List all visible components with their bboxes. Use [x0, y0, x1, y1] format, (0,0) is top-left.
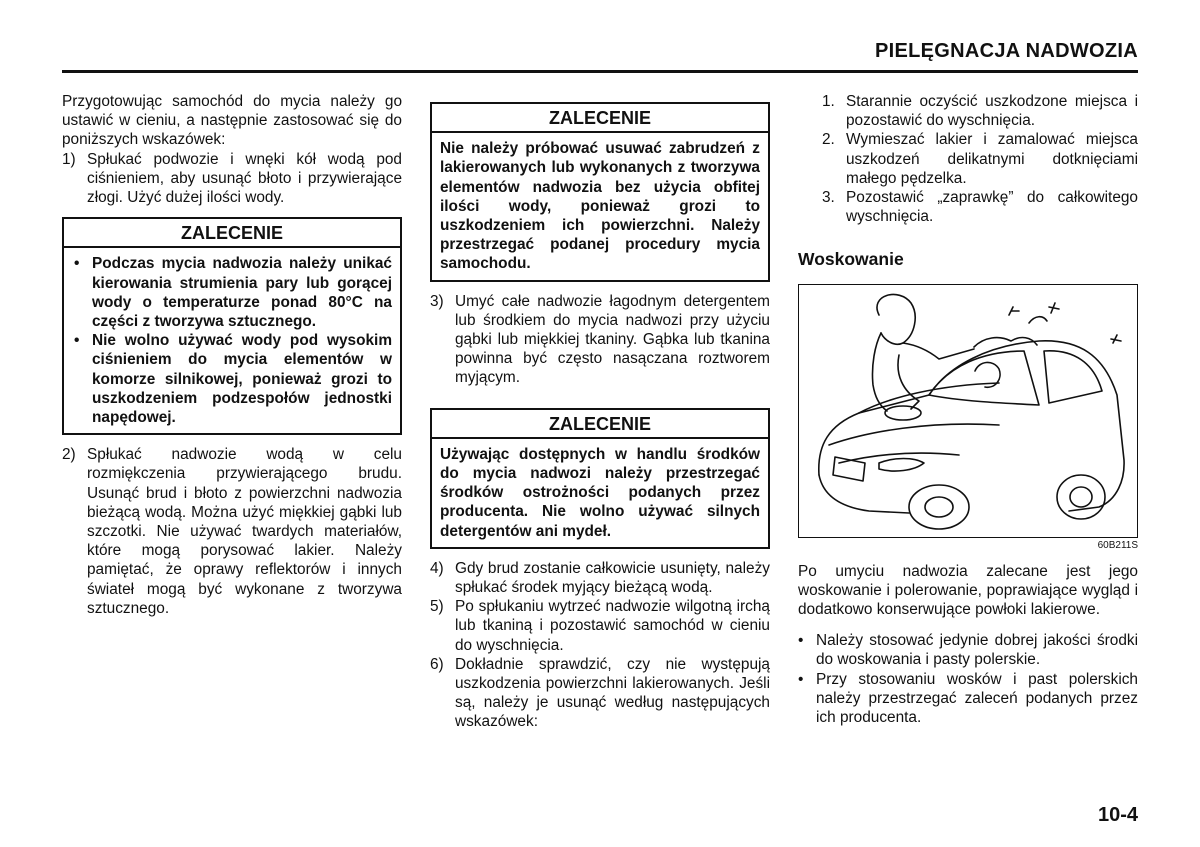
- list-item: [798, 670, 1138, 728]
- step-number: 6): [430, 655, 444, 673]
- caution-item: [72, 331, 392, 427]
- step-5: [430, 597, 770, 655]
- caution-box: [62, 217, 402, 435]
- substep-text: Pozostawić „zaprawkę” do całkowitego wyschnięcia.: [846, 189, 1138, 226]
- caution-item-text: Podczas mycia nadwozia należy unikać kierowania strumienia pary lub gorącej wody o temperaturze ponad 80°C na części z tworzywa sztucznego.: [92, 255, 392, 331]
- repair-substeps: [798, 92, 1138, 226]
- header-divider: [62, 70, 1138, 73]
- substep-text: Starannie oczyścić uszkodzone miejsca i pozostawić do wyschnięcia.: [846, 93, 1138, 130]
- step-text: Spłukać nadwozie wodą w celu rozmiękczenia przywierającego brudu. Usunąć brud i błoto z powierzchni nadwozia bieżącą wodą. Można użyć miękkiej gąbki lub szczotki. Nie używać twardych materiałów, które mogą porysować lakier. Należy pamiętać, że oprawy reflektorów i innych świateł mogą być wykonane z tworzywa sztucznego.: [87, 446, 402, 617]
- section-heading: Woskowanie: [798, 249, 904, 270]
- substep-text: Wymieszać lakier i zamalować miejsca uszkodzeń delikatnymi dotknięciami małego pędzelka.: [846, 131, 1138, 187]
- bullet-icon: •: [74, 332, 80, 350]
- step-1: [62, 150, 402, 208]
- step-number: 3): [430, 292, 444, 310]
- list-item: [798, 631, 1138, 669]
- caution-box-title: ZALECENIE: [432, 410, 768, 439]
- figure-code: 60B211S: [1097, 539, 1138, 551]
- substep-number: 1.: [822, 93, 835, 110]
- step-4: [430, 559, 770, 597]
- caution-box-text: Używając dostępnych w handlu środków do mycia nadwozi należy przestrzegać środków ostrożności podanych przez producenta. Nie wolno używać silnych detergentów ani mydeł.: [440, 445, 760, 540]
- column-left: [62, 92, 402, 618]
- waxing-paragraph: Po umyciu nadwozia zalecane jest jego woskowanie i polerowanie, poprawiające wygląd i dodatkowo konserwujące powłoki lakierowe.: [798, 562, 1138, 619]
- caution-item: [72, 254, 392, 331]
- intro-paragraph: Przygotowując samochód do mycia należy go ustawić w cieniu, a następnie zastosować się do poniższych wskazówek:: [62, 93, 402, 149]
- caution-box: [430, 102, 770, 282]
- step-3: [430, 292, 770, 388]
- bullet-icon: •: [798, 632, 804, 650]
- substep-number: 2.: [822, 131, 835, 149]
- step-text: Po spłukaniu wytrzeć nadwozie wilgotną irchą lub tkaniną i pozostawić samochód w cieniu do wyschnięcia.: [455, 598, 770, 654]
- caution-box: [430, 408, 770, 549]
- substep-3: [798, 188, 1138, 226]
- step-text: Spłukać podwozie i wnęki kół wodą pod ciśnieniem, aby usunąć błoto i przywierające złogi. Użyć dużej ilości wody.: [87, 150, 402, 207]
- caution-list: [72, 254, 392, 427]
- column-right: [798, 92, 1138, 727]
- substep-number: 3.: [822, 189, 835, 207]
- caution-box-title: ZALECENIE: [64, 219, 400, 248]
- car-waxing-drawing: [799, 285, 1137, 537]
- step-6: [430, 655, 770, 732]
- step-number: 4): [430, 559, 444, 577]
- page-number: 10-4: [1097, 804, 1138, 826]
- substep-2: [798, 130, 1138, 188]
- step-number: 2): [62, 446, 76, 464]
- waxing-illustration: [798, 284, 1138, 538]
- list-item-text: Przy stosowaniu wosków i past polerskich należy przestrzegać zaleceń podanych przez ich producenta.: [816, 670, 1138, 727]
- bullet-icon: •: [74, 255, 80, 273]
- waxing-bullets: [798, 631, 1138, 727]
- substep-1: [798, 92, 1138, 130]
- step-number: 1): [62, 150, 76, 168]
- bullet-icon: •: [798, 670, 804, 688]
- caution-item-text: Nie wolno używać wody pod wysokim ciśnieniem do mycia elementów w komorze silnikowej, ponieważ grozi to uszkodzeniem podzespołów jednostki napędowej.: [92, 332, 392, 427]
- caution-box-text: Nie należy próbować usuwać zabrudzeń z lakierowanych lub wykonanych z tworzywa elementów nadwozia bez użycia obfitej ilości wody, ponieważ grozi to uszkodzeniem ich powierzchni. Należy przestrzegać podanej procedury mycia samochodu.: [440, 140, 760, 273]
- page-header-title: PIELĘGNACJA NADWOZIA: [874, 40, 1138, 62]
- column-middle: [430, 102, 770, 732]
- step-text: Gdy brud zostanie całkowicie usunięty, należy spłukać środek myjący bieżącą wodą.: [455, 559, 770, 597]
- step-text: Dokładnie sprawdzić, czy nie występują uszkodzenia powierzchni lakierowanych. Jeśli są, należy je usunąć według następujących wskazówek:: [455, 655, 770, 731]
- list-item-text: Należy stosować jedynie dobrej jakości środki do woskowania i pasty polerskie.: [816, 632, 1138, 669]
- step-number: 5): [430, 598, 444, 616]
- step-2: [62, 445, 402, 618]
- step-text: Umyć całe nadwozie łagodnym detergentem lub środkiem do mycia nadwozi przy użyciu gąbki lub miękkiej tkaniny. Gąbka lub tkanina powinna być często nasączana roztworem myjącym.: [455, 292, 770, 387]
- caution-box-title: ZALECENIE: [432, 104, 768, 133]
